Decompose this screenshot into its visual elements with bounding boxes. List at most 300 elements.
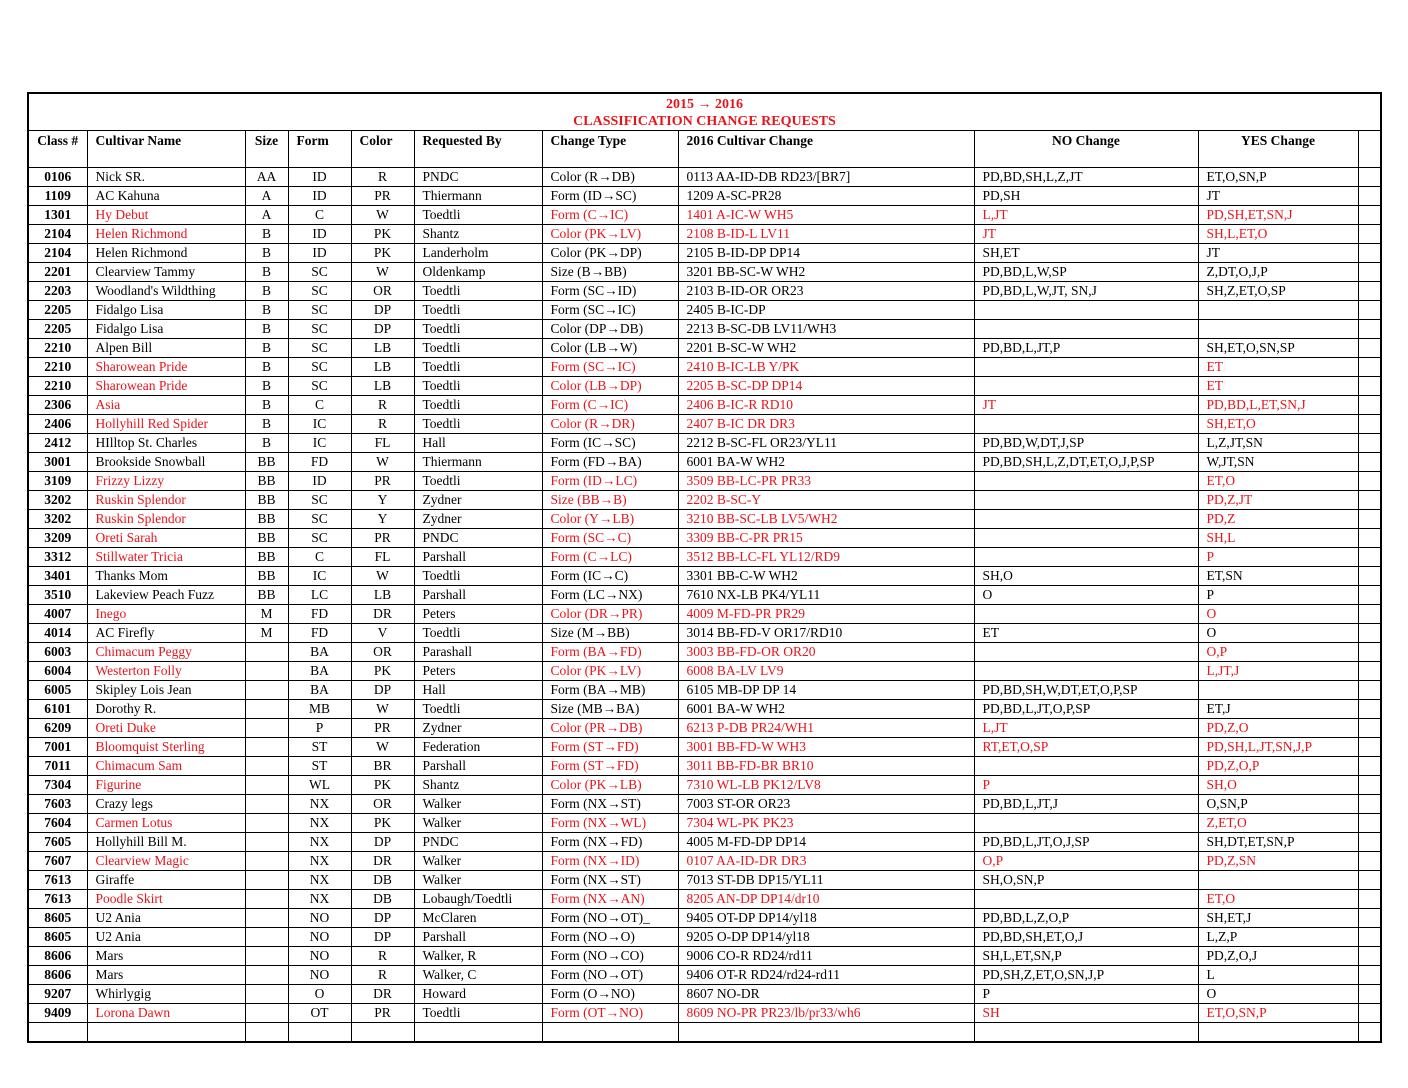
size-cell: B [245,396,288,415]
no-change-cell [974,529,1198,548]
cultivar-cell: Frizzy Lizzy [87,472,245,491]
change-type-cell: Size (BB→B) [542,491,678,510]
form-cell: NO [288,928,351,947]
color-cell: W [351,206,414,225]
form-cell: ID [288,187,351,206]
class-cell: 8606 [28,947,87,966]
size-cell: B [245,415,288,434]
size-cell: B [245,434,288,453]
yes-change-cell: PD,BD,L,ET,SN,J [1198,396,1358,415]
empty-cell [414,1023,542,1043]
size-cell [245,719,288,738]
year-range: 2015 → 2016 [666,97,743,112]
cultivar-cell: U2 Ania [87,928,245,947]
no-change-cell [974,643,1198,662]
no-change-cell: PD,SH [974,187,1198,206]
table-row [28,890,1381,909]
color-cell: DP [351,909,414,928]
form-cell: FD [288,605,351,624]
cultivar-cell: Chimacum Peggy [87,643,245,662]
change-type-cell: Size (B→BB) [542,263,678,282]
size-cell [245,871,288,890]
form-cell: C [288,206,351,225]
cultivar-cell: Mars [87,966,245,985]
requested-by-cell: Thiermann [414,187,542,206]
class-cell: 2210 [28,377,87,396]
class-cell: 7001 [28,738,87,757]
color-cell: PK [351,662,414,681]
class-cell: 4007 [28,605,87,624]
change-type-cell: Form (NO→CO) [542,947,678,966]
class-cell: 7613 [28,871,87,890]
cultivar-change-cell: 2202 B-SC-Y [678,491,974,510]
table-body [28,168,1381,1043]
blank-cell [1358,852,1381,871]
cultivar-change-cell: 8607 NO-DR [678,985,974,1004]
change-type-cell: Form (SC→IC) [542,301,678,320]
table-row [28,928,1381,947]
empty-cell [678,1023,974,1043]
form-cell: SC [288,301,351,320]
blank-cell [1358,890,1381,909]
no-change-cell: SH,O,SN,P [974,871,1198,890]
class-cell: 8605 [28,909,87,928]
form-cell: BA [288,662,351,681]
color-cell: W [351,567,414,586]
cultivar-change-cell: 3201 BB-SC-W WH2 [678,263,974,282]
cultivar-cell: Fidalgo Lisa [87,301,245,320]
yes-change-cell: JT [1198,244,1358,263]
blank-cell [1358,244,1381,263]
cultivar-change-cell: 8205 AN-DP DP14/dr10 [678,890,974,909]
blank-cell [1358,206,1381,225]
change-type-cell: Form (NX→ST) [542,795,678,814]
size-cell: BB [245,472,288,491]
color-cell: PR [351,472,414,491]
color-cell: Y [351,491,414,510]
cultivar-cell: Giraffe [87,871,245,890]
class-cell: 0106 [28,168,87,187]
class-cell: 3510 [28,586,87,605]
color-cell: W [351,453,414,472]
requested-by-cell: Toedtli [414,358,542,377]
form-cell: C [288,396,351,415]
col-cultivar: Cultivar Name [87,131,245,168]
cultivar-cell: Lakeview Peach Fuzz [87,586,245,605]
form-cell: O [288,985,351,1004]
size-cell: BB [245,510,288,529]
table-row [28,681,1381,700]
size-cell: BB [245,586,288,605]
change-type-cell: Size (M→BB) [542,624,678,643]
change-type-cell: Color (DP→DB) [542,320,678,339]
form-cell: IC [288,415,351,434]
no-change-cell: PD,BD,L,JT,J [974,795,1198,814]
form-cell: C [288,548,351,567]
table-row [28,377,1381,396]
form-cell: NO [288,909,351,928]
size-cell: M [245,624,288,643]
table-row [28,966,1381,985]
class-cell: 1109 [28,187,87,206]
cultivar-change-cell: 3210 BB-SC-LB LV5/WH2 [678,510,974,529]
class-cell: 6003 [28,643,87,662]
no-change-cell: PD,BD,SH,L,Z,JT [974,168,1198,187]
table-row [28,206,1381,225]
color-cell: V [351,624,414,643]
requested-by-cell: Toedtli [414,396,542,415]
size-cell [245,795,288,814]
cultivar-change-cell: 7013 ST-DB DP15/YL11 [678,871,974,890]
cultivar-cell: Oreti Duke [87,719,245,738]
class-cell: 3202 [28,510,87,529]
class-cell: 6004 [28,662,87,681]
empty-cell [288,1023,351,1043]
yes-change-cell: L,JT,J [1198,662,1358,681]
blank-cell [1358,985,1381,1004]
yes-change-cell: PD,Z,O,J [1198,947,1358,966]
table-row [28,510,1381,529]
class-cell: 7603 [28,795,87,814]
size-cell: B [245,282,288,301]
blank-cell [1358,529,1381,548]
form-cell: NX [288,871,351,890]
table-row [28,814,1381,833]
requested-by-cell: Landerholm [414,244,542,263]
size-cell [245,852,288,871]
color-cell: R [351,396,414,415]
blank-cell [1358,377,1381,396]
table-row [28,947,1381,966]
requested-by-cell: Parshall [414,757,542,776]
form-cell: NX [288,795,351,814]
cultivar-cell: Sharowean Pride [87,377,245,396]
table-row [28,624,1381,643]
table-row [28,434,1381,453]
color-cell: W [351,738,414,757]
class-cell: 3401 [28,567,87,586]
table-row [28,529,1381,548]
cultivar-change-cell: 2410 B-IC-LB Y/PK [678,358,974,377]
no-change-cell: PD,BD,W,DT,J,SP [974,434,1198,453]
cultivar-cell: Ruskin Splendor [87,491,245,510]
class-cell: 6005 [28,681,87,700]
no-change-cell [974,377,1198,396]
class-cell: 2205 [28,301,87,320]
cultivar-cell: Inego [87,605,245,624]
size-cell: B [245,263,288,282]
table-row [28,472,1381,491]
size-cell [245,833,288,852]
cultivar-cell: Dorothy R. [87,700,245,719]
form-cell: ID [288,168,351,187]
cultivar-cell: HIlltop St. Charles [87,434,245,453]
change-type-cell: Form (BA→FD) [542,643,678,662]
change-type-cell: Color (PK→LB) [542,776,678,795]
change-type-cell: Color (Y→LB) [542,510,678,529]
change-type-cell: Form (ID→SC) [542,187,678,206]
size-cell: A [245,187,288,206]
requested-by-cell: Parshall [414,928,542,947]
requested-by-cell: Zydner [414,719,542,738]
cultivar-cell: Stillwater Tricia [87,548,245,567]
cultivar-change-cell: 9405 OT-DP DP14/yl18 [678,909,974,928]
form-cell: WL [288,776,351,795]
cultivar-change-cell: 2405 B-IC-DP [678,301,974,320]
class-cell: 7011 [28,757,87,776]
cultivar-change-cell: 2108 B-ID-L LV11 [678,225,974,244]
blank-cell [1358,833,1381,852]
blank-cell [1358,605,1381,624]
no-change-cell: JT [974,396,1198,415]
color-cell: DB [351,871,414,890]
size-cell [245,738,288,757]
requested-by-cell: PNDC [414,168,542,187]
requested-by-cell: Thiermann [414,453,542,472]
requested-by-cell: Toedtli [414,206,542,225]
cultivar-change-cell: 3512 BB-LC-FL YL12/RD9 [678,548,974,567]
requested-by-cell: Shantz [414,225,542,244]
yes-change-cell: PD,Z,JT [1198,491,1358,510]
cultivar-cell: Poodle Skirt [87,890,245,909]
color-cell: PR [351,1004,414,1023]
yes-change-cell: ET,O [1198,890,1358,909]
cultivar-cell: AC Kahuna [87,187,245,206]
no-change-cell [974,358,1198,377]
size-cell: A [245,206,288,225]
cultivar-cell: Skipley Lois Jean [87,681,245,700]
size-cell: BB [245,567,288,586]
class-cell: 3209 [28,529,87,548]
color-cell: DP [351,301,414,320]
requested-by-cell: Hall [414,681,542,700]
form-cell: IC [288,434,351,453]
requested-by-cell: Howard [414,985,542,1004]
table-row [28,833,1381,852]
form-cell: SC [288,510,351,529]
class-cell: 2104 [28,225,87,244]
cultivar-cell: Hollyhill Red Spider [87,415,245,434]
form-cell: SC [288,377,351,396]
color-cell: LB [351,377,414,396]
table-row [28,567,1381,586]
change-type-cell: Color (LB→DP) [542,377,678,396]
cultivar-change-cell: 2103 B-ID-OR OR23 [678,282,974,301]
blank-cell [1358,339,1381,358]
col-color: Color [351,131,414,168]
no-change-cell: SH,ET [974,244,1198,263]
blank-cell [1358,1004,1381,1023]
size-cell: BB [245,491,288,510]
color-cell: R [351,966,414,985]
empty-cell [1358,1023,1381,1043]
yes-change-cell: ET,O,SN,P [1198,1004,1358,1023]
blank-cell [1358,966,1381,985]
empty-cell [245,1023,288,1043]
cultivar-change-cell: 3509 BB-LC-PR PR33 [678,472,974,491]
requested-by-cell: Toedtli [414,1004,542,1023]
requested-by-cell: Toedtli [414,624,542,643]
requested-by-cell: Oldenkamp [414,263,542,282]
blank-cell [1358,719,1381,738]
color-cell: DP [351,833,414,852]
cultivar-change-cell: 9406 OT-R RD24/rd24-rd11 [678,966,974,985]
class-cell: 4014 [28,624,87,643]
size-cell [245,814,288,833]
class-cell: 1301 [28,206,87,225]
change-type-cell: Form (C→IC) [542,206,678,225]
color-cell: PK [351,814,414,833]
class-cell: 3202 [28,491,87,510]
table-row [28,662,1381,681]
cultivar-change-cell: 1209 A-SC-PR28 [678,187,974,206]
cultivar-change-cell: 7610 NX-LB PK4/YL11 [678,586,974,605]
cultivar-cell: Westerton Folly [87,662,245,681]
requested-by-cell: Toedtli [414,320,542,339]
cultivar-cell: U2 Ania [87,909,245,928]
class-cell: 7607 [28,852,87,871]
cultivar-cell: Nick SR. [87,168,245,187]
change-type-cell: Form (SC→IC) [542,358,678,377]
yes-change-cell: PD,Z [1198,510,1358,529]
size-cell [245,985,288,1004]
change-type-cell: Form (C→LC) [542,548,678,567]
no-change-cell: JT [974,225,1198,244]
change-type-cell: Form (SC→ID) [542,282,678,301]
color-cell: DR [351,852,414,871]
change-type-cell: Form (NO→OT) [542,966,678,985]
class-cell: 8605 [28,928,87,947]
cultivar-change-cell: 3003 BB-FD-OR OR20 [678,643,974,662]
yes-change-cell: JT [1198,187,1358,206]
size-cell: BB [245,548,288,567]
color-cell: R [351,947,414,966]
yes-change-cell: PD,SH,L,JT,SN,J,P [1198,738,1358,757]
size-cell [245,662,288,681]
no-change-cell [974,510,1198,529]
col-yes-change: YES Change [1198,131,1358,168]
change-type-cell: Color (R→DB) [542,168,678,187]
cultivar-cell: Helen Richmond [87,225,245,244]
table-row [28,396,1381,415]
no-change-cell: PD,BD,L,W,JT, SN,J [974,282,1198,301]
yes-change-cell: SH,ET,J [1198,909,1358,928]
cultivar-change-cell: 2213 B-SC-DB LV11/WH3 [678,320,974,339]
requested-by-cell: Zydner [414,491,542,510]
class-cell: 2306 [28,396,87,415]
no-change-cell: P [974,985,1198,1004]
yes-change-cell: PD,Z,O,P [1198,757,1358,776]
requested-by-cell: Toedtli [414,700,542,719]
yes-change-cell: O [1198,985,1358,1004]
form-cell: BA [288,681,351,700]
empty-cell [28,1023,87,1043]
cultivar-change-cell: 4009 M-FD-PR PR29 [678,605,974,624]
change-type-cell: Form (C→IC) [542,396,678,415]
change-type-cell: Form (LC→NX) [542,586,678,605]
color-cell: FL [351,548,414,567]
color-cell: DR [351,605,414,624]
color-cell: OR [351,643,414,662]
color-cell: BR [351,757,414,776]
empty-cell [351,1023,414,1043]
color-cell: PK [351,244,414,263]
cultivar-change-cell: 0107 AA-ID-DR DR3 [678,852,974,871]
cultivar-change-cell: 2205 B-SC-DP DP14 [678,377,974,396]
cultivar-cell: Woodland's Wildthing [87,282,245,301]
table-row [28,871,1381,890]
no-change-cell [974,491,1198,510]
requested-by-cell: McClaren [414,909,542,928]
no-change-cell: O,P [974,852,1198,871]
table-row [28,415,1381,434]
yes-change-cell: W,JT,SN [1198,453,1358,472]
size-cell [245,1004,288,1023]
cultivar-cell: Clearview Magic [87,852,245,871]
color-cell: DP [351,681,414,700]
size-cell [245,643,288,662]
no-change-cell: L,JT [974,719,1198,738]
change-type-cell: Color (PK→LV) [542,225,678,244]
requested-by-cell: Hall [414,434,542,453]
yes-change-cell: SH,DT,ET,SN,P [1198,833,1358,852]
change-type-cell: Color (PK→LV) [542,662,678,681]
requested-by-cell: Shantz [414,776,542,795]
cultivar-cell: Alpen Bill [87,339,245,358]
class-cell: 6101 [28,700,87,719]
class-cell: 2210 [28,339,87,358]
yes-change-cell: P [1198,548,1358,567]
blank-cell [1358,282,1381,301]
yes-change-cell: SH,O [1198,776,1358,795]
table-row [28,985,1381,1004]
yes-change-cell: PD,Z,SN [1198,852,1358,871]
requested-by-cell: Toedtli [414,301,542,320]
blank-cell [1358,491,1381,510]
form-cell: SC [288,529,351,548]
requested-by-cell: Walker [414,852,542,871]
no-change-cell [974,605,1198,624]
yes-change-cell: ET [1198,377,1358,396]
cultivar-change-cell: 6001 BA-W WH2 [678,453,974,472]
blank-cell [1358,624,1381,643]
cultivar-cell: Clearview Tammy [87,263,245,282]
class-cell: 2201 [28,263,87,282]
requested-by-cell: Walker [414,795,542,814]
size-cell [245,700,288,719]
change-type-cell: Color (PR→DB) [542,719,678,738]
color-cell: FL [351,434,414,453]
blank-cell [1358,453,1381,472]
blank-cell [1358,263,1381,282]
empty-cell [974,1023,1198,1043]
requested-by-cell: Walker [414,814,542,833]
yes-change-cell [1198,681,1358,700]
no-change-cell [974,472,1198,491]
size-cell: B [245,358,288,377]
col-class: Class # [28,131,87,168]
form-cell: FD [288,624,351,643]
class-cell: 2412 [28,434,87,453]
cultivar-cell: Hy Debut [87,206,245,225]
blank-cell [1358,301,1381,320]
change-type-cell: Form (NX→FD) [542,833,678,852]
change-type-cell: Color (R→DR) [542,415,678,434]
color-cell: PR [351,719,414,738]
yes-change-cell [1198,320,1358,339]
table-row [28,358,1381,377]
cultivar-change-cell: 3014 BB-FD-V OR17/RD10 [678,624,974,643]
